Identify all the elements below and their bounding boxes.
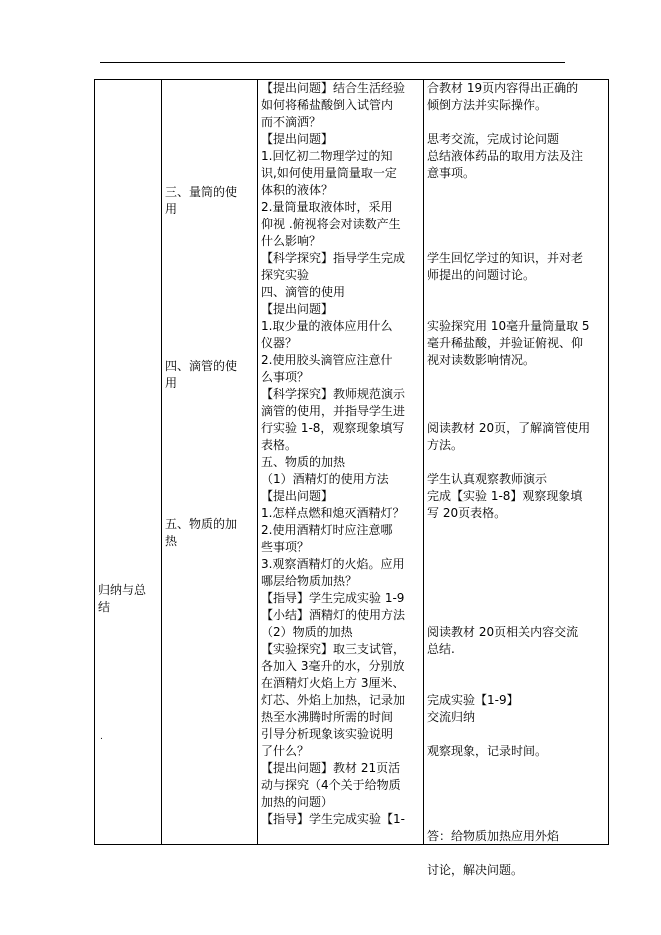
student-line: 讨论，解决问题。 xyxy=(427,863,524,877)
teacher-line: 什么影响？ xyxy=(261,234,322,248)
teacher-line: 表格。 xyxy=(261,438,298,452)
stage-label: 归纳与总 xyxy=(98,583,147,597)
student-line: 学生回忆学过的知识，并对老 xyxy=(427,251,584,265)
student-line: 毫升稀盐酸，并验证俯视、仰 xyxy=(427,336,584,350)
topic-label: 用 xyxy=(165,202,178,216)
blank-line xyxy=(427,777,607,794)
topic-cell-dropper xyxy=(165,358,253,392)
student-line: 思考交流，完成讨论问题 xyxy=(427,132,560,146)
blank-line xyxy=(427,760,607,777)
student-line: 总结. xyxy=(427,642,455,656)
blank-line xyxy=(427,556,607,573)
student-line: 观察现象，记录时间。 xyxy=(427,744,548,758)
teacher-line: 1.怎样点燃和熄灭酒精灯？ xyxy=(261,506,405,520)
topic-label: 用 xyxy=(165,376,178,390)
teacher-line: 【提出问题】教材 21页活 xyxy=(261,761,401,775)
student-line: 倾倒方法并实际操作。 xyxy=(427,98,548,112)
student-line: 实验探究用 10毫升量筒量取 5 xyxy=(427,319,590,333)
column-divider xyxy=(161,80,162,844)
column-divider xyxy=(257,80,258,844)
teacher-line: 1.取少量的液体应用什么 xyxy=(261,319,393,333)
blank-line xyxy=(427,114,607,131)
teacher-line: 行实验 1-8，观察现象填写 xyxy=(261,421,405,435)
teacher-line: 【提出问题】结合生活经验 xyxy=(261,81,406,95)
blank-line xyxy=(427,454,607,471)
teacher-line: 2.使用酒精灯时应注意哪 xyxy=(261,523,393,537)
stage-label: 结 xyxy=(98,600,111,614)
teacher-line: 探究实验 xyxy=(261,268,310,282)
stage-cell xyxy=(98,582,158,616)
teacher-line: 滴管的使用，并指导学生进 xyxy=(261,404,406,418)
blank-line xyxy=(427,216,607,233)
teacher-line: 【科学探究】教师规范演示 xyxy=(261,387,406,401)
student-line: 写 20页表格。 xyxy=(427,506,507,520)
blank-line xyxy=(427,845,607,862)
teacher-line: 了什么？ xyxy=(261,744,310,758)
topic-label: 三、量筒的使 xyxy=(165,185,238,199)
teacher-line: 2.量筒量取液体时，采用 xyxy=(261,200,393,214)
blank-line xyxy=(427,794,607,811)
teacher-activity-cell xyxy=(261,80,419,828)
student-line: 方法。 xyxy=(427,438,464,452)
stray-mark: . xyxy=(100,732,103,742)
blank-line xyxy=(427,726,607,743)
student-line: 总结液体药品的取用方法及注 xyxy=(427,149,584,163)
column-divider xyxy=(423,80,424,844)
blank-line xyxy=(427,369,607,386)
topic-label: 热 xyxy=(165,534,178,548)
student-line: 完成实验【1-9】 xyxy=(427,693,519,707)
teacher-line: 1.回忆初二物理学过的知 xyxy=(261,149,393,163)
blank-line xyxy=(427,403,607,420)
teacher-line: 2.使用胶头滴管应注意什 xyxy=(261,353,393,367)
topic-cell-cylinder xyxy=(165,184,253,218)
teacher-line: 【指导】学生完成实验 1-9 xyxy=(261,591,405,605)
student-line: 合教材 19页内容得出正确的 xyxy=(427,81,579,95)
teacher-line: 些事项？ xyxy=(261,540,310,554)
teacher-line: 么事项？ xyxy=(261,370,310,384)
topic-label: 四、滴管的使 xyxy=(165,359,238,373)
teacher-line: 【小结】酒精灯的使用方法 xyxy=(261,608,406,622)
topic-cell-heating xyxy=(165,516,253,550)
teacher-line: 而不滴洒？ xyxy=(261,115,322,129)
header-rule xyxy=(100,62,565,63)
teacher-line: 【提出问题】 xyxy=(261,302,334,316)
blank-line xyxy=(427,284,607,301)
student-line: 完成【实验 1-8】观察现象填 xyxy=(427,489,583,503)
teacher-line: 【指导】学生完成实验【1- xyxy=(261,812,405,826)
teacher-line: 热至水沸腾时所需的时间 xyxy=(261,710,394,724)
teacher-line: 引导分析现象该实验说明 xyxy=(261,727,394,741)
lesson-table xyxy=(94,79,609,877)
blank-line xyxy=(427,658,607,675)
teacher-line: 【提出问题】 xyxy=(261,489,334,503)
teacher-line: 识,如何使用量筒量取一定 xyxy=(261,166,397,180)
blank-line xyxy=(427,182,607,199)
blank-line xyxy=(427,199,607,216)
student-line: 学生认真观察教师演示 xyxy=(427,472,548,486)
teacher-line: 仰视 .俯视将会对读数产生 xyxy=(261,217,401,231)
teacher-line: 各加入 3毫升的水，分别放 xyxy=(261,659,405,673)
blank-line xyxy=(427,386,607,403)
student-line: 交流归纳 xyxy=(427,710,476,724)
student-line: 师提出的问题讨论。 xyxy=(427,268,536,282)
teacher-line: 动与探究（4个关于给物质 xyxy=(261,778,401,792)
teacher-line: 如何将稀盐酸倒入试管内 xyxy=(261,98,394,112)
teacher-line: 加热的问题） xyxy=(261,795,334,809)
teacher-line: 【科学探究】指导学生完成 xyxy=(261,251,406,265)
blank-line xyxy=(427,590,607,607)
teacher-line: 五、物质的加热 xyxy=(261,455,346,469)
teacher-line: 四、滴管的使用 xyxy=(261,285,346,299)
blank-line xyxy=(427,233,607,250)
teacher-line: 在酒精灯火焰上方 3厘米、 xyxy=(261,676,405,690)
blank-line xyxy=(427,301,607,318)
blank-line xyxy=(427,539,607,556)
blank-line xyxy=(427,573,607,590)
student-line: 阅读教材 20页相关内容交流 xyxy=(427,625,579,639)
teacher-line: 体积的液体？ xyxy=(261,183,334,197)
blank-line xyxy=(427,675,607,692)
student-line: 意事项。 xyxy=(427,166,476,180)
student-line: 阅读教材 20页，了解滴管使用 xyxy=(427,421,591,435)
teacher-line: 【实验探究】取三支试管， xyxy=(261,642,406,656)
topic-label: 五、物质的加 xyxy=(165,517,238,531)
student-line: 视对读数影响情况。 xyxy=(427,353,536,367)
teacher-line: 仪器？ xyxy=(261,336,298,350)
teacher-line: 哪层给物质加热？ xyxy=(261,574,358,588)
teacher-line: 【提出问题】 xyxy=(261,132,334,146)
blank-line xyxy=(427,811,607,828)
teacher-line: （2）物质的加热 xyxy=(261,625,353,639)
teacher-line: （1）酒精灯的使用方法 xyxy=(261,472,389,486)
teacher-line: 灯芯、外焰上加热，记录加 xyxy=(261,693,406,707)
teacher-line: 3.观察酒精灯的火焰。应用 xyxy=(261,557,405,571)
blank-line xyxy=(427,522,607,539)
student-activity-cell xyxy=(427,80,607,879)
blank-line xyxy=(427,607,607,624)
student-line: 答：给物质加热应用外焰 xyxy=(427,829,560,843)
